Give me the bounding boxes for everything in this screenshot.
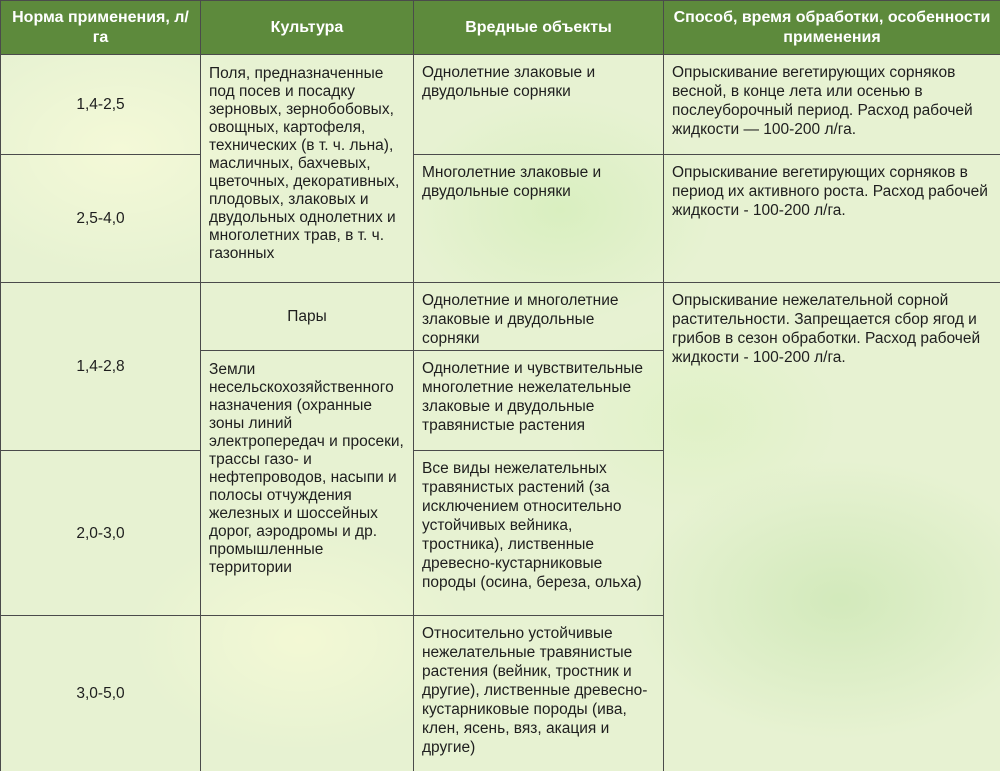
pest-cell: Многолетние злаковые и двудольные сорняки: [414, 155, 664, 283]
table-row: [1, 155, 1000, 283]
pest-cell: Все виды нежелательных травянистых растений (за исключением относительно устойчивых вейника, тростника), лиственные древесно-кустарниковые породы (осина, береза, ольха): [414, 451, 664, 616]
crop-cell-nonagri: Земли несельскохозяйственного назначения (охранные зоны линий электропередач и просеки, трассы газо- и нефтепроводов, насыпи и полосы отчуждения железных и шоссейных дорог, аэродромы и др. промышленные территории: [201, 351, 414, 616]
header-method: Способ, время обработки, особенности применения: [664, 1, 1000, 55]
crop-cell-fallow: Пары: [201, 283, 414, 351]
header-crop: Культура: [201, 1, 414, 55]
rate-cell: 1,4-2,5: [1, 55, 201, 155]
rate-cell: 2,0-3,0: [1, 451, 201, 616]
method-cell: Опрыскивание вегетирующих сорняков в период их активного роста. Расход рабочей жидкости - 100-200 л/га.: [664, 155, 1000, 283]
method-cell: Опрыскивание нежелательной сорной растительности. Запрещается сбор ягод и грибов в сезон обработки. Расход рабочей жидкости - 100-200 л/га.: [664, 283, 1000, 771]
header-pests: Вредные объекты: [414, 1, 664, 55]
pest-cell: Относительно устойчивые нежелательные травянистые растения (вейник, тростник и другие), лиственные древесно-кустарниковые породы (ива, клен, ясень, вяз, акация и другие): [414, 616, 664, 771]
table-row: [1, 283, 1000, 351]
table-header-row: [1, 1, 1000, 55]
header-rate: Норма применения, л/га: [1, 1, 201, 55]
method-cell: Опрыскивание вегетирующих сорняков весной, в конце лета или осенью в послеуборочный период. Расход рабочей жидкости — 100-200 л/га.: [664, 55, 1000, 155]
table-row: [1, 55, 1000, 155]
rate-cell: 3,0-5,0: [1, 616, 201, 771]
crop-cell-empty: [201, 616, 414, 771]
crop-cell-fields: Поля, предназначенные под посев и посадку зерновых, зернобобовых, овощных, картофеля, технических (в т. ч. льна), масличных, бахчевых, цветочных, декоративных, плодовых, злаковых и двудольных однолетних и многолетних трав, в т. ч. газонных: [201, 55, 414, 283]
pest-cell: Однолетние злаковые и двудольные сорняки: [414, 55, 664, 155]
rate-cell: 2,5-4,0: [1, 155, 201, 283]
pest-cell: Однолетние и чувствительные многолетние нежелательные злаковые и двудольные травянистые растения: [414, 351, 664, 451]
rate-cell: 1,4-2,8: [1, 283, 201, 451]
pest-cell: Однолетние и многолетние злаковые и двудольные сорняки: [414, 283, 664, 351]
